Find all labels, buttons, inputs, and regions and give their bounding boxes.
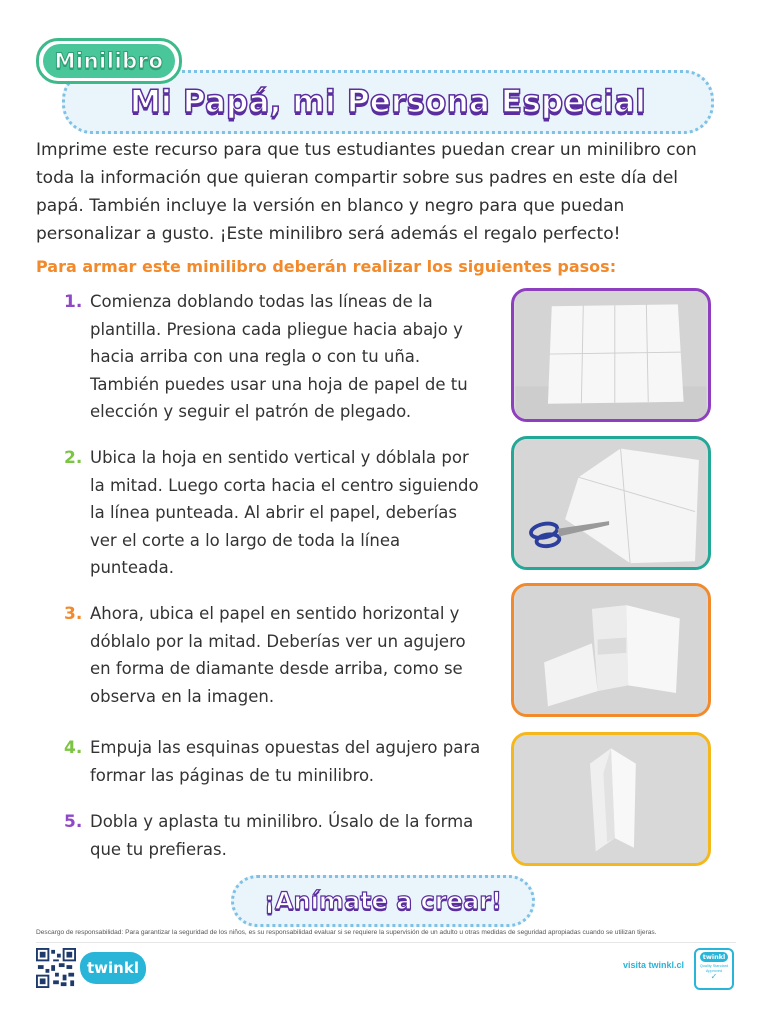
step-text: Empuja las esquinas opuestas del agujero para formar las páginas de tu minilibro. [90,738,481,785]
photo-folded-paper [511,288,711,422]
step-number: 4. [64,738,83,758]
step-text: Ahora, ubica el papel en sentido horizontal y dóblalo por la mitad. Deberías ver un agujero en forma de diamante desde arriba, como se observa en la imagen. [90,604,466,706]
step-text: Comienza doblando todas las líneas de la plantilla. Presiona cada pliegue hacia abajo y hacia arriba con una regla o con tu uña. También puedes usar una hoja de papel de tu elección y seguir el patrón de plegado. [90,292,468,421]
photo-mini-book [511,732,711,866]
cta-banner [231,875,535,927]
minilibro-tag-inner [43,44,175,78]
step-text: Dobla y aplasta tu minilibro. Úsalo de la forma que tu prefieras. [90,812,474,859]
step-1 [64,288,484,426]
step-number: 3. [64,604,83,624]
step-number: 2. [64,448,83,468]
folded-paper-image [514,291,708,419]
cta-text: ¡Anímate a crear! [263,887,502,915]
step-number: 1. [64,292,83,312]
step-text: Ubica la hoja en sentido vertical y dóblala por la mitad. Luego corta hacia el centro siguiendo la línea punteada. Al abrir el papel, deberías ver el corte a lo largo de toda la línea punteada. [90,448,479,577]
diamond-fold-image [514,586,708,714]
step-number: 5. [64,812,83,832]
minilibro-tag [36,38,182,84]
step-4 [64,734,484,789]
cut-paper-image [514,439,708,567]
quality-badge [694,948,734,990]
step-5 [64,808,484,863]
footer-divider [36,942,736,943]
badge-logo: twinkl [700,952,729,962]
page-title: Mi Papá, mi Persona Especial [129,84,647,120]
step-3 [64,600,484,710]
twinkl-logo[interactable] [80,952,146,984]
qr-code-icon[interactable] [36,948,76,988]
visit-link[interactable]: visita twinkl.cl [622,960,684,970]
step-2 [64,444,484,582]
disclaimer-text: Descargo de responsabilidad: Para garantizar la seguridad de los niños, es su responsabilidad evaluar si se requiere la supervisión de un adulto u otras medidas de seguridad apropiadas cuando se utilizan tijeras. [36,929,657,936]
instructions-heading: Para armar este minilibro deberán realizar los siguientes pasos: [36,257,617,276]
check-icon: ✓ [710,972,718,982]
intro-paragraph: Imprime este recurso para que tus estudiantes puedan crear un minilibro con toda la información que quieran compartir sobre sus padres en este día del papá. También incluye la versión en blanco y negro para que puedan personalizar a gusto. ¡Este minilibro será además el regalo perfecto! [36,140,697,244]
mini-book-image [514,735,708,863]
minilibro-tag-label: Minilibro [54,49,164,73]
twinkl-logo-text: twinkl [87,959,139,977]
photo-diamond-fold [511,583,711,717]
photo-cut-paper [511,436,711,570]
badge-text: Quality Standard Approved [699,964,729,973]
